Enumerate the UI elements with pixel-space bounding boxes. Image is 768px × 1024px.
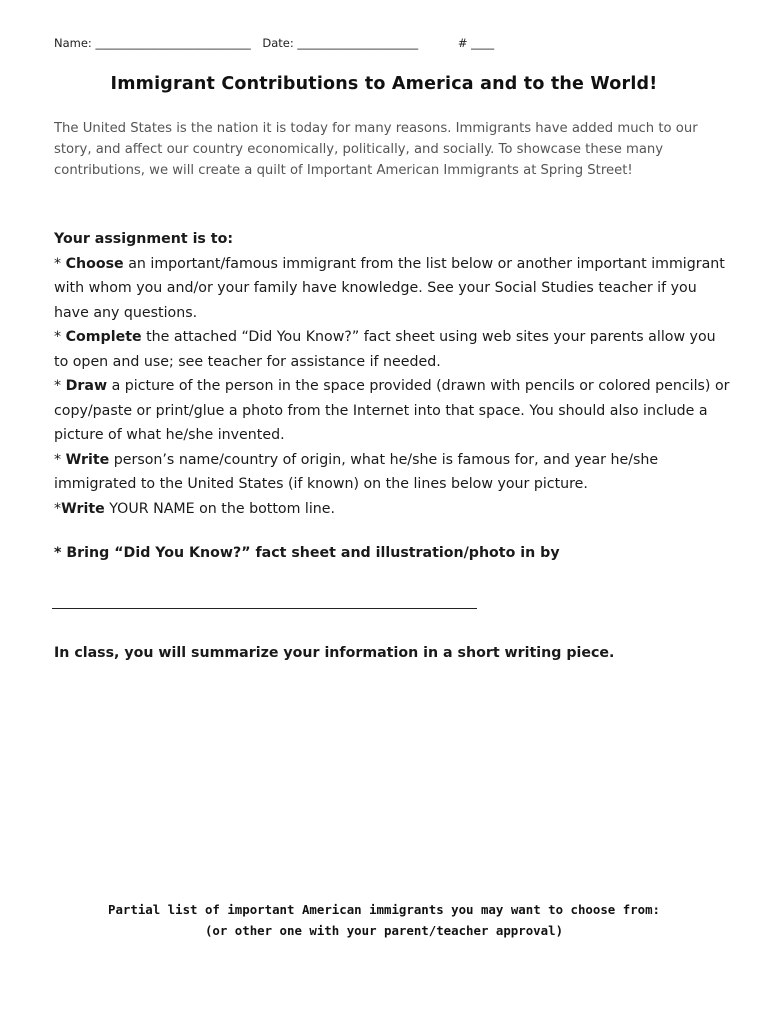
partial-list-heading — [0, 899, 768, 941]
bring-instruction: * Bring “Did You Know?” fact sheet and illustration/photo in by — [54, 545, 560, 561]
number-field-label: # ____ — [457, 36, 495, 50]
assignment-item-draw: * Draw a picture of the person in the space provided (drawn with pencils or colored pencils) or copy/paste or print/glue a photo from the Internet into that space. You should also include a picture of what he/she invented. — [54, 378, 730, 443]
intro-paragraph: The United States is the nation it is today for many reasons. Immigrants have added much to our story, and affect our country economically, politically, and socially. To showcase these many contributions, we will create a quilt of Important American Immigrants at Spring Street! — [54, 121, 698, 178]
in-class-note: In class, you will summarize your information in a short writing piece. — [54, 645, 615, 661]
assignment-item-choose: * Choose an important/famous immigrant from the list below or another important immigrant with whom you and/or your family have knowledge. See your Social Studies teacher if you have any questions. — [54, 255, 725, 321]
partial-list-line-2: (or other one with your parent/teacher approval) — [204, 923, 564, 938]
assignment-item-write-name: *Write YOUR NAME on the bottom line. — [54, 500, 336, 517]
partial-list-line-1: Partial list of important American immigrants you may want to choose from: — [107, 902, 661, 917]
date-field-label: Date: _____________________ — [262, 36, 419, 50]
header-line — [54, 36, 728, 50]
page-title: Immigrant Contributions to America and to the World! — [110, 74, 658, 94]
assignment-section — [54, 227, 734, 521]
assignment-item-complete: * Complete the attached “Did You Know?” fact sheet using web sites your parents allow you to open and use; see teacher for assistance if needed. — [54, 329, 716, 370]
name-field-label: Name: ___________________________ — [54, 36, 251, 50]
assignment-heading: Your assignment is to: — [54, 231, 234, 247]
assignment-item-write-details: * Write person’s name/country of origin, what he/she is famous for, and year he/she immigrated to the United States (if known) on the lines below your picture. — [54, 451, 659, 492]
due-date-line — [52, 608, 477, 609]
